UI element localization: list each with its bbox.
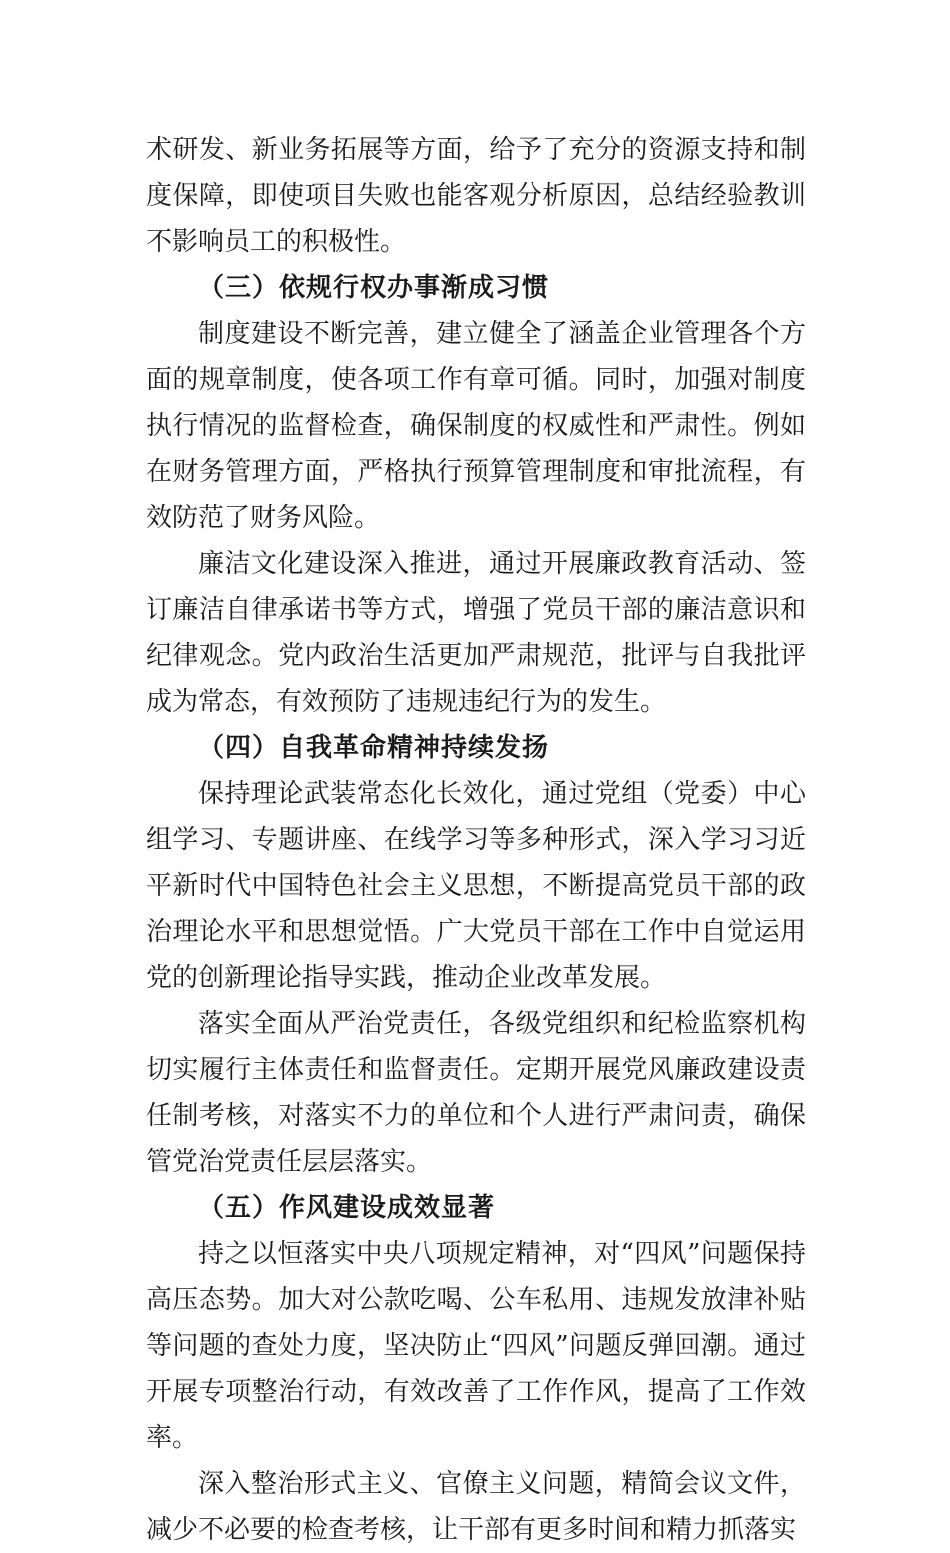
- document-body: [146, 127, 806, 1553]
- paragraph-continued: 术研发、新业务拓展等方面，给予了充分的资源支持和制度保障，即使项目失败也能客观分析原因，总结经验教训不影响员工的积极性。: [146, 135, 806, 257]
- paragraph: 廉洁文化建设深入推进，通过开展廉政教育活动、签订廉洁自律承诺书等方式，增强了党员干部的廉洁意识和纪律观念。党内政治生活更加严肃规范，批评与自我批评成为常态，有效预防了违规违纪行为的发生。: [146, 549, 806, 717]
- paragraph: 保持理论武装常态化长效化，通过党组（党委）中心组学习、专题讲座、在线学习等多种形式，深入学习习近平新时代中国特色社会主义思想，不断提高党员干部的政治理论水平和思想觉悟。广大党员干部在工作中自觉运用党的创新理论指导实践，推动企业改革发展。: [146, 779, 806, 993]
- paragraph: 落实全面从严治党责任，各级党组织和纪检监察机构切实履行主体责任和监督责任。定期开展党风廉政建设责任制考核，对落实不力的单位和个人进行严肃问责，确保管党治党责任层层落实。: [146, 1009, 806, 1177]
- section-heading-4: （四）自我革命精神持续发扬: [198, 733, 550, 763]
- paragraph: 制度建设不断完善，建立健全了涵盖企业管理各个方面的规章制度，使各项工作有章可循。同时，加强对制度执行情况的监督检查，确保制度的权威性和严肃性。例如在财务管理方面，严格执行预算管理制度和审批流程，有效防范了财务风险。: [146, 319, 806, 533]
- section-heading-3: （三）依规行权办事渐成习惯: [198, 273, 550, 303]
- paragraph: 持之以恒落实中央八项规定精神，对“四风”问题保持高压态势。加大对公款吃喝、公车私用、违规发放津补贴等问题的查处力度，坚决防止“四风”问题反弹回潮。通过开展专项整治行动，有效改善了工作作风，提高了工作效率。: [146, 1239, 806, 1453]
- section-heading-5: （五）作风建设成效显著: [198, 1193, 496, 1223]
- paragraph: 深入整治形式主义、官僚主义问题，精简会议文件，减少不必要的检查考核，让干部有更多时间和精力抓落实: [146, 1469, 806, 1545]
